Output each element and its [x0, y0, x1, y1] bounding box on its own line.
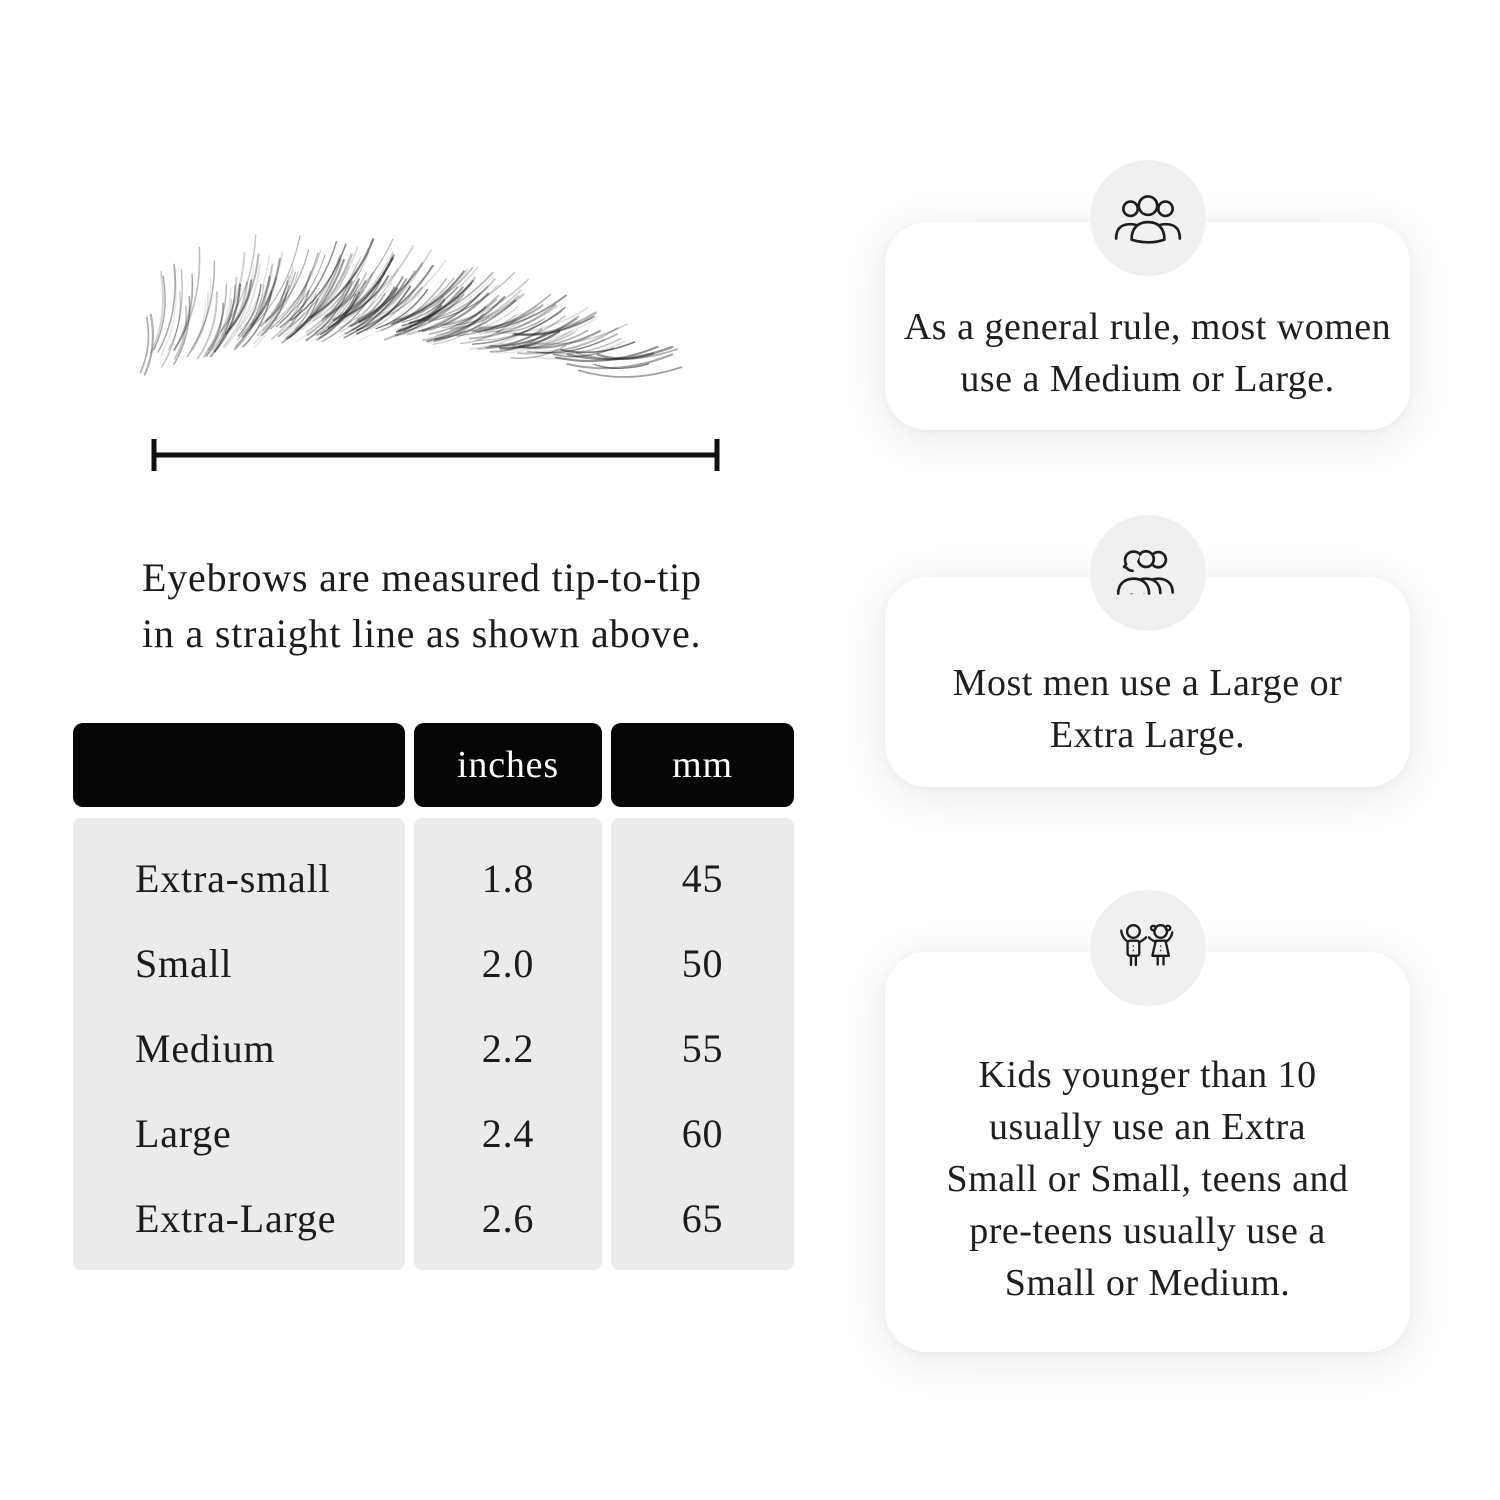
- inches-value: 2.6: [481, 1196, 535, 1241]
- size-label: Small: [135, 941, 233, 986]
- card-text-line: Extra Large.: [1049, 714, 1246, 756]
- size-table-header: [73, 723, 794, 807]
- size-label: Extra-small: [135, 856, 331, 901]
- inches-value: 2.2: [481, 1026, 535, 1071]
- card-text-line: Most men use a Large or: [952, 662, 1343, 704]
- size-column-header-mm: mm: [611, 723, 794, 807]
- mm-value: 50: [681, 941, 724, 986]
- kids-badge: [1090, 890, 1206, 1006]
- size-label: Extra-Large: [135, 1196, 337, 1241]
- size-label-column: [73, 818, 405, 1270]
- men-group-icon: [1111, 545, 1185, 601]
- caption-line: Eyebrows are measured tip-to-tip: [142, 555, 702, 600]
- mm-column: [611, 818, 794, 1270]
- card-text-line: Kids younger than 10: [978, 1054, 1317, 1096]
- inches-value: 2.4: [481, 1111, 535, 1156]
- mm-value: 65: [681, 1196, 724, 1241]
- inches-value: 1.8: [481, 856, 535, 901]
- men-size-card: [885, 577, 1410, 787]
- men-badge: [1090, 515, 1206, 631]
- card-text-line: As a general rule, most women: [903, 306, 1392, 348]
- card-text-line: use a Medium or Large.: [960, 358, 1335, 400]
- kids-size-card: [885, 952, 1410, 1352]
- measurement-line: [152, 439, 719, 471]
- size-table-body: [73, 818, 794, 1270]
- mm-value: 45: [681, 856, 724, 901]
- size-column-header-inches: inches: [414, 723, 602, 807]
- card-text-line: pre-teens usually use a: [969, 1210, 1326, 1252]
- women-badge: [1090, 160, 1206, 276]
- measurement-caption: [142, 550, 702, 662]
- eyebrow-illustration: [120, 250, 820, 480]
- mm-value: 60: [681, 1111, 724, 1156]
- size-label: Large: [135, 1111, 232, 1156]
- card-text-line: Small or Medium.: [1004, 1262, 1291, 1304]
- inches-value: 2.0: [481, 941, 535, 986]
- caption-line: in a straight line as shown above.: [142, 611, 702, 656]
- card-text-line: usually use an Extra: [988, 1106, 1307, 1148]
- size-table: [73, 723, 794, 1270]
- card-text-line: Small or Small, teens and: [946, 1158, 1349, 1200]
- kids-card-text: [920, 995, 1375, 1309]
- inches-column: [414, 818, 602, 1270]
- women-size-card: [885, 222, 1410, 430]
- size-column-header-name: [73, 723, 405, 807]
- mm-value: 55: [681, 1026, 724, 1071]
- kids-icon: [1113, 918, 1183, 978]
- eyebrow-hairs: [140, 235, 681, 377]
- size-label: Medium: [135, 1026, 276, 1071]
- women-group-icon: [1111, 190, 1185, 246]
